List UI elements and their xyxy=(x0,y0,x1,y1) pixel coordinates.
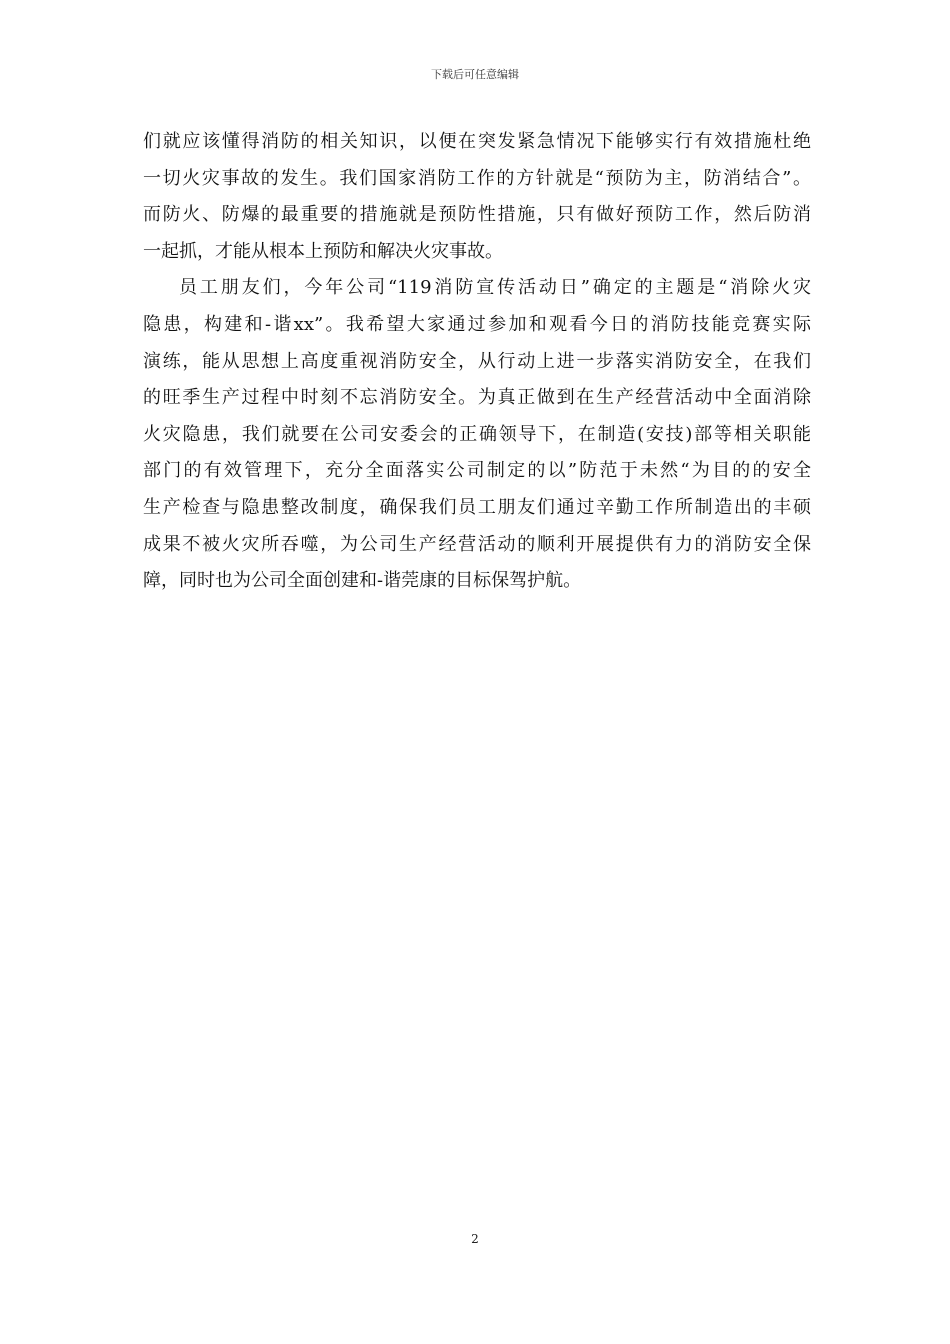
document-body xyxy=(143,124,811,600)
text-line: 一切火灾事故的发生。我们国家消防工作的方针就是“预防为主，防消结合”。 xyxy=(143,167,811,189)
paragraph-1 xyxy=(143,124,811,270)
text-line: 的旺季生产过程中时刻不忘消防安全。为真正做到在生产经营活动中全面消除 xyxy=(143,387,811,409)
text-line: 演练，能从思想上高度重视消防安全，从行动上进一步落实消防安全，在我们 xyxy=(143,350,811,372)
text-line: 员工朋友们，今年公司“119消防宣传活动日”确定的主题是“消除火灾 xyxy=(179,277,811,299)
text-line: 而防火、防爆的最重要的措施就是预防性措施，只有做好预防工作，然后防消 xyxy=(143,204,811,226)
paragraph-2 xyxy=(143,270,811,599)
page-header: 下载后可任意编辑 xyxy=(431,68,519,81)
page-number: 2 xyxy=(471,1232,479,1246)
text-line: 们就应该懂得消防的相关知识，以便在突发紧急情况下能够实行有效措施杜绝 xyxy=(143,131,811,152)
text-line: 火灾隐患，我们就要在公司安委会的正确领导下，在制造(安技)部等相关职能 xyxy=(143,423,811,445)
text-line: 生产检查与隐患整改制度，确保我们员工朋友们通过辛勤工作所制造出的丰硕 xyxy=(143,496,811,518)
text-line: 成果不被火灾所吞噬，为公司生产经营活动的顺利开展提供有力的消防安全保 xyxy=(143,533,811,555)
text-line: 隐患，构建和-谐xx”。我希望大家通过参加和观看今日的消防技能竞赛实际 xyxy=(143,313,811,335)
text-line: 部门的有效管理下，充分全面落实公司制定的以”防范于未然“为目的的安全 xyxy=(143,460,811,482)
text-line: 障，同时也为公司全面创建和-谐莞康的目标保驾护航。 xyxy=(143,570,582,592)
text-line: 一起抓，才能从根本上预防和解决火灾事故。 xyxy=(143,240,503,262)
